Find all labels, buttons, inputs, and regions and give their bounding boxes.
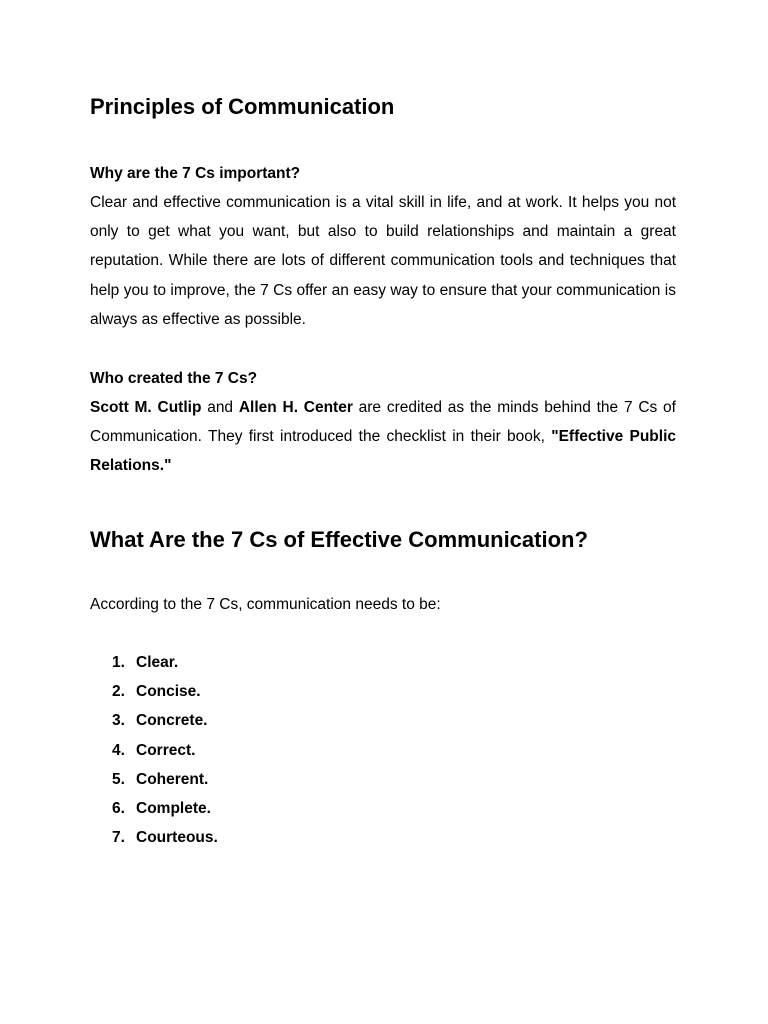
- section-paragraph: Clear and effective communication is a vital skill in life, and at work. It helps you not only to get what you want, but also to build relationships and maintain a great reputation. While there are lots of different communication tools and techniques that help you to improve, the 7 Cs offer an easy way to ensure that your communication is always as effective as possible.: [90, 194, 676, 328]
- author-name: Allen H. Center: [238, 399, 353, 416]
- list-item: [112, 794, 218, 823]
- book-title: "Effective Public Relations.": [90, 428, 676, 475]
- list-number: 6.: [112, 800, 125, 818]
- list-number: 7.: [112, 829, 125, 847]
- section-importance: [90, 159, 676, 334]
- author-name: Scott M. Cutlip: [90, 399, 202, 416]
- section-paragraph: [90, 393, 676, 481]
- seven-cs-list: [112, 648, 218, 852]
- list-item-label: Complete.: [136, 800, 211, 818]
- list-item: [112, 823, 218, 852]
- list-item-label: Concrete.: [136, 712, 208, 730]
- list-intro: According to the 7 Cs, communication needs to be:: [90, 596, 441, 613]
- conjunction-text: and: [201, 399, 239, 416]
- list-item: [112, 706, 218, 735]
- list-item-label: Correct.: [136, 741, 196, 759]
- list-number: 4.: [112, 741, 125, 759]
- section-question: Why are the 7 Cs important?: [90, 165, 301, 182]
- list-item-label: Coherent.: [136, 770, 209, 788]
- list-item-label: Clear.: [136, 654, 179, 671]
- list-item: [112, 648, 218, 677]
- paragraph-text: are credited as the minds behind the 7 Cs of Communication. They first introduced the checklist in their book,: [90, 399, 676, 446]
- list-number: 2.: [112, 683, 125, 701]
- section-creators: [90, 364, 676, 481]
- list-number: 5.: [112, 770, 125, 788]
- list-item: [112, 677, 218, 706]
- list-item: [112, 736, 218, 765]
- list-item-label: Courteous.: [136, 829, 218, 847]
- section-question: Who created the 7 Cs?: [90, 370, 258, 387]
- list-number: 3.: [112, 712, 125, 730]
- list-item: [112, 765, 218, 794]
- list-item-label: Concise.: [136, 683, 201, 701]
- list-number: 1.: [112, 654, 125, 671]
- section-heading: What Are the 7 Cs of Effective Communication?: [90, 527, 588, 552]
- document-title: Principles of Communication: [90, 94, 395, 119]
